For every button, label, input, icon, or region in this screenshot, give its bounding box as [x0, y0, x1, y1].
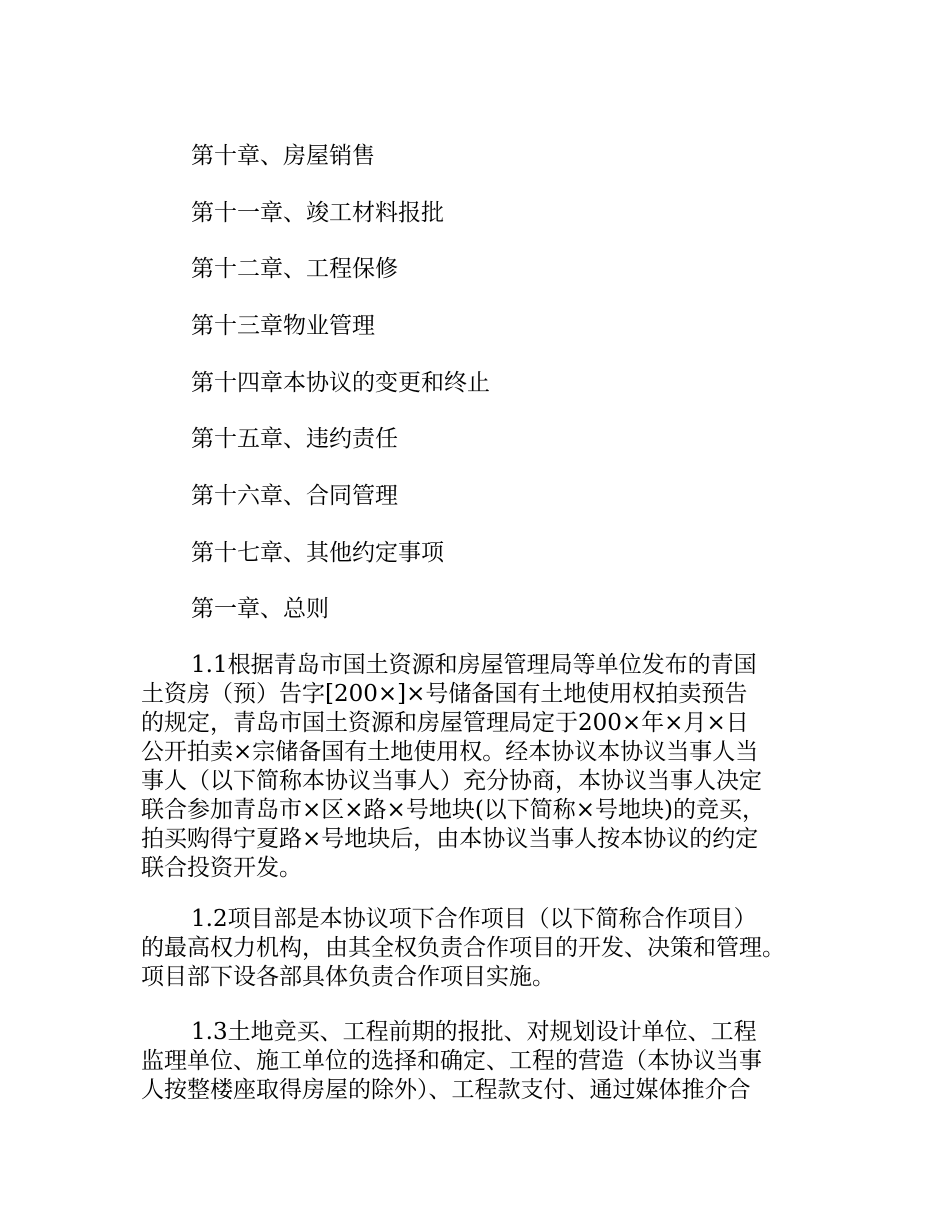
paragraph-line: 1.1根据青岛市国土资源和房屋管理局等单位发布的青国 — [191, 652, 757, 678]
paragraph-1-3 — [141, 1018, 841, 1105]
paragraph-line: 的规定，青岛市国土资源和房屋管理局定于200×年×月×日 — [141, 710, 749, 736]
paragraph-line: 公开拍卖×宗储备国有土地使用权。经本协议本协议当事人当 — [141, 739, 759, 765]
chapter-heading-15: 第十五章、违约责任 — [191, 426, 398, 452]
chapter-heading-17: 第十七章、其他约定事项 — [191, 540, 444, 566]
chapter-heading-16: 第十六章、合同管理 — [191, 483, 398, 509]
paragraph-1-1 — [141, 651, 841, 883]
paragraph-line: 土资房（预）告字[200×]×号储备国有土地使用权拍卖预告 — [141, 681, 748, 707]
paragraph-line: 人按整楼座取得房屋的除外）、工程款支付、通过媒体推介合 — [141, 1077, 751, 1103]
chapter-heading-1: 第一章、总则 — [191, 596, 329, 622]
paragraph-line: 项目部下设各部具体负责合作项目实施。 — [141, 964, 555, 990]
paragraph-line: 事人（以下简称本协议当事人）充分协商，本协议当事人决定 — [141, 768, 762, 794]
chapter-heading-14: 第十四章本协议的变更和终止 — [191, 370, 490, 396]
chapter-heading-10: 第十章、房屋销售 — [191, 143, 375, 169]
chapter-heading-13: 第十三章物业管理 — [191, 313, 375, 339]
paragraph-line: 1.2项目部是本协议项下合作项目（以下简称合作项目） — [191, 906, 757, 932]
chapter-heading-12: 第十二章、工程保修 — [191, 256, 398, 282]
paragraph-line: 拍买购得宁夏路×号地块后，由本协议当事人按本协议的约定 — [141, 826, 759, 852]
paragraph-line: 1.3土地竞买、工程前期的报批、对规划设计单位、工程 — [191, 1019, 757, 1045]
paragraph-line: 的最高权力机构，由其全权负责合作项目的开发、决策和管理。 — [141, 935, 785, 961]
paragraph-line: 联合参加青岛市×区×路×号地块(以下简称×号地块)的竞买， — [141, 797, 766, 823]
paragraph-line: 监理单位、施工单位的选择和确定、工程的营造（本协议当事 — [141, 1048, 762, 1074]
chapter-heading-11: 第十一章、竣工材料报批 — [191, 200, 444, 226]
paragraph-1-2 — [141, 905, 841, 992]
paragraph-line: 联合投资开发。 — [141, 855, 302, 881]
